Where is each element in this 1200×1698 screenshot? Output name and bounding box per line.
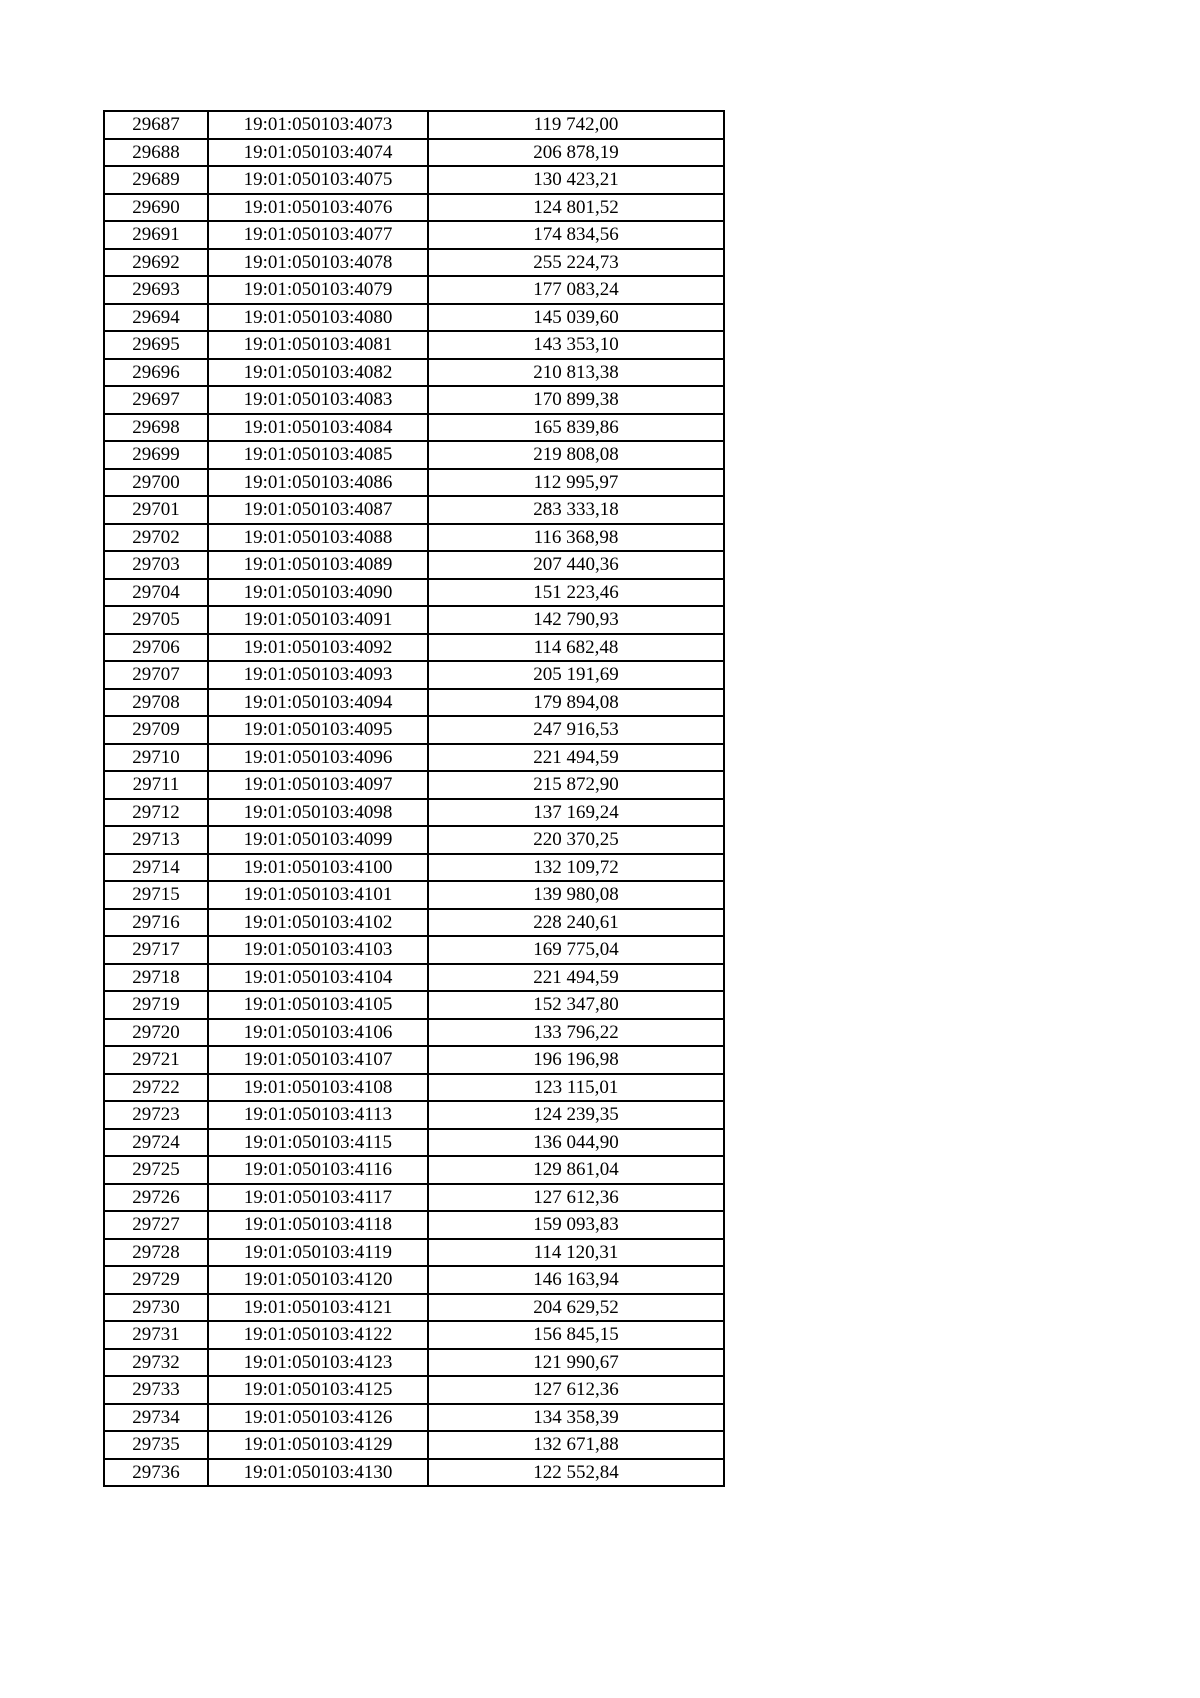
cadastral-number-cell: 19:01:050103:4108 bbox=[208, 1074, 428, 1102]
cadastral-number-cell: 19:01:050103:4115 bbox=[208, 1129, 428, 1157]
row-number-cell: 29727 bbox=[104, 1211, 208, 1239]
row-number-cell: 29725 bbox=[104, 1156, 208, 1184]
table-row bbox=[104, 331, 724, 359]
cadastral-number-cell: 19:01:050103:4094 bbox=[208, 689, 428, 717]
cadastral-number-cell: 19:01:050103:4080 bbox=[208, 304, 428, 332]
cadastral-value-cell: 127 612,36 bbox=[428, 1184, 724, 1212]
cadastral-number-cell: 19:01:050103:4113 bbox=[208, 1101, 428, 1129]
table-row bbox=[104, 1376, 724, 1404]
row-number-cell: 29701 bbox=[104, 496, 208, 524]
cadastral-value-cell: 116 368,98 bbox=[428, 524, 724, 552]
cadastral-value-cell: 204 629,52 bbox=[428, 1294, 724, 1322]
row-number-cell: 29732 bbox=[104, 1349, 208, 1377]
cadastral-number-cell: 19:01:050103:4099 bbox=[208, 826, 428, 854]
cadastral-value-cell: 196 196,98 bbox=[428, 1046, 724, 1074]
row-number-cell: 29710 bbox=[104, 744, 208, 772]
table-row bbox=[104, 826, 724, 854]
cadastral-number-cell: 19:01:050103:4105 bbox=[208, 991, 428, 1019]
cadastral-value-cell: 170 899,38 bbox=[428, 386, 724, 414]
row-number-cell: 29719 bbox=[104, 991, 208, 1019]
table-row bbox=[104, 799, 724, 827]
table-row bbox=[104, 359, 724, 387]
row-number-cell: 29703 bbox=[104, 551, 208, 579]
row-number-cell: 29704 bbox=[104, 579, 208, 607]
cadastral-number-cell: 19:01:050103:4088 bbox=[208, 524, 428, 552]
cadastral-value-cell: 221 494,59 bbox=[428, 964, 724, 992]
cadastral-value-cell: 174 834,56 bbox=[428, 221, 724, 249]
cadastral-number-cell: 19:01:050103:4122 bbox=[208, 1321, 428, 1349]
row-number-cell: 29713 bbox=[104, 826, 208, 854]
table-row bbox=[104, 964, 724, 992]
cadastral-value-cell: 114 682,48 bbox=[428, 634, 724, 662]
cadastral-number-cell: 19:01:050103:4100 bbox=[208, 854, 428, 882]
table-row bbox=[104, 854, 724, 882]
cadastral-value-cell: 221 494,59 bbox=[428, 744, 724, 772]
row-number-cell: 29706 bbox=[104, 634, 208, 662]
row-number-cell: 29689 bbox=[104, 166, 208, 194]
cadastral-number-cell: 19:01:050103:4074 bbox=[208, 139, 428, 167]
cadastral-number-cell: 19:01:050103:4096 bbox=[208, 744, 428, 772]
row-number-cell: 29694 bbox=[104, 304, 208, 332]
cadastral-value-cell: 114 120,31 bbox=[428, 1239, 724, 1267]
table-row bbox=[104, 1266, 724, 1294]
cadastral-value-cell: 123 115,01 bbox=[428, 1074, 724, 1102]
cadastral-value-cell: 179 894,08 bbox=[428, 689, 724, 717]
row-number-cell: 29691 bbox=[104, 221, 208, 249]
row-number-cell: 29735 bbox=[104, 1431, 208, 1459]
cadastral-value-cell: 133 796,22 bbox=[428, 1019, 724, 1047]
cadastral-value-cell: 152 347,80 bbox=[428, 991, 724, 1019]
cadastral-number-cell: 19:01:050103:4106 bbox=[208, 1019, 428, 1047]
cadastral-number-cell: 19:01:050103:4078 bbox=[208, 249, 428, 277]
cadastral-number-cell: 19:01:050103:4083 bbox=[208, 386, 428, 414]
table-body bbox=[104, 111, 724, 1486]
cadastral-number-cell: 19:01:050103:4107 bbox=[208, 1046, 428, 1074]
cadastral-number-cell: 19:01:050103:4129 bbox=[208, 1431, 428, 1459]
cadastral-number-cell: 19:01:050103:4073 bbox=[208, 111, 428, 139]
cadastral-number-cell: 19:01:050103:4126 bbox=[208, 1404, 428, 1432]
table-row bbox=[104, 304, 724, 332]
cadastral-value-cell: 219 808,08 bbox=[428, 441, 724, 469]
cadastral-value-cell: 228 240,61 bbox=[428, 909, 724, 937]
cadastral-number-cell: 19:01:050103:4077 bbox=[208, 221, 428, 249]
row-number-cell: 29718 bbox=[104, 964, 208, 992]
row-number-cell: 29715 bbox=[104, 881, 208, 909]
row-number-cell: 29690 bbox=[104, 194, 208, 222]
cadastral-value-cell: 139 980,08 bbox=[428, 881, 724, 909]
cadastral-value-cell: 169 775,04 bbox=[428, 936, 724, 964]
table-row bbox=[104, 1294, 724, 1322]
cadastral-value-cell: 134 358,39 bbox=[428, 1404, 724, 1432]
table-row bbox=[104, 716, 724, 744]
cadastral-number-cell: 19:01:050103:4102 bbox=[208, 909, 428, 937]
table-row bbox=[104, 661, 724, 689]
table-row bbox=[104, 249, 724, 277]
table-row bbox=[104, 496, 724, 524]
cadastral-number-cell: 19:01:050103:4103 bbox=[208, 936, 428, 964]
row-number-cell: 29702 bbox=[104, 524, 208, 552]
table-row bbox=[104, 1459, 724, 1487]
table-row bbox=[104, 771, 724, 799]
table-row bbox=[104, 991, 724, 1019]
table-row bbox=[104, 441, 724, 469]
cadastral-number-cell: 19:01:050103:4092 bbox=[208, 634, 428, 662]
row-number-cell: 29708 bbox=[104, 689, 208, 717]
cadastral-value-cell: 177 083,24 bbox=[428, 276, 724, 304]
cadastral-number-cell: 19:01:050103:4101 bbox=[208, 881, 428, 909]
cadastral-number-cell: 19:01:050103:4079 bbox=[208, 276, 428, 304]
table-row bbox=[104, 1046, 724, 1074]
row-number-cell: 29726 bbox=[104, 1184, 208, 1212]
row-number-cell: 29728 bbox=[104, 1239, 208, 1267]
row-number-cell: 29695 bbox=[104, 331, 208, 359]
cadastral-value-cell: 145 039,60 bbox=[428, 304, 724, 332]
cadastral-value-cell: 159 093,83 bbox=[428, 1211, 724, 1239]
cadastral-number-cell: 19:01:050103:4121 bbox=[208, 1294, 428, 1322]
cadastral-value-cell: 119 742,00 bbox=[428, 111, 724, 139]
row-number-cell: 29722 bbox=[104, 1074, 208, 1102]
row-number-cell: 29692 bbox=[104, 249, 208, 277]
cadastral-value-cell: 165 839,86 bbox=[428, 414, 724, 442]
table-row bbox=[104, 689, 724, 717]
cadastral-number-cell: 19:01:050103:4082 bbox=[208, 359, 428, 387]
cadastral-number-cell: 19:01:050103:4084 bbox=[208, 414, 428, 442]
table-row bbox=[104, 1239, 724, 1267]
cadastral-value-cell: 132 109,72 bbox=[428, 854, 724, 882]
cadastral-number-cell: 19:01:050103:4076 bbox=[208, 194, 428, 222]
row-number-cell: 29733 bbox=[104, 1376, 208, 1404]
table-row bbox=[104, 1074, 724, 1102]
cadastral-value-cell: 143 353,10 bbox=[428, 331, 724, 359]
cadastral-value-cell: 122 552,84 bbox=[428, 1459, 724, 1487]
table-row bbox=[104, 1184, 724, 1212]
cadastral-value-cell: 210 813,38 bbox=[428, 359, 724, 387]
row-number-cell: 29736 bbox=[104, 1459, 208, 1487]
cadastral-value-cell: 156 845,15 bbox=[428, 1321, 724, 1349]
row-number-cell: 29724 bbox=[104, 1129, 208, 1157]
row-number-cell: 29711 bbox=[104, 771, 208, 799]
cadastral-value-table bbox=[103, 110, 725, 1487]
cadastral-number-cell: 19:01:050103:4130 bbox=[208, 1459, 428, 1487]
cadastral-value-cell: 137 169,24 bbox=[428, 799, 724, 827]
cadastral-number-cell: 19:01:050103:4090 bbox=[208, 579, 428, 607]
table-row bbox=[104, 1349, 724, 1377]
cadastral-number-cell: 19:01:050103:4091 bbox=[208, 606, 428, 634]
table-row bbox=[104, 1101, 724, 1129]
row-number-cell: 29688 bbox=[104, 139, 208, 167]
cadastral-number-cell: 19:01:050103:4093 bbox=[208, 661, 428, 689]
table-row bbox=[104, 881, 724, 909]
table-row bbox=[104, 111, 724, 139]
cadastral-value-cell: 132 671,88 bbox=[428, 1431, 724, 1459]
row-number-cell: 29723 bbox=[104, 1101, 208, 1129]
cadastral-value-cell: 207 440,36 bbox=[428, 551, 724, 579]
row-number-cell: 29714 bbox=[104, 854, 208, 882]
cadastral-value-cell: 146 163,94 bbox=[428, 1266, 724, 1294]
table-row bbox=[104, 139, 724, 167]
table-row bbox=[104, 1129, 724, 1157]
table-row bbox=[104, 551, 724, 579]
cadastral-value-cell: 112 995,97 bbox=[428, 469, 724, 497]
row-number-cell: 29729 bbox=[104, 1266, 208, 1294]
table-row bbox=[104, 1156, 724, 1184]
table-row bbox=[104, 1321, 724, 1349]
cadastral-number-cell: 19:01:050103:4123 bbox=[208, 1349, 428, 1377]
cadastral-value-cell: 127 612,36 bbox=[428, 1376, 724, 1404]
cadastral-number-cell: 19:01:050103:4117 bbox=[208, 1184, 428, 1212]
row-number-cell: 29712 bbox=[104, 799, 208, 827]
cadastral-number-cell: 19:01:050103:4089 bbox=[208, 551, 428, 579]
cadastral-value-cell: 255 224,73 bbox=[428, 249, 724, 277]
table-row bbox=[104, 909, 724, 937]
table-row bbox=[104, 1431, 724, 1459]
cadastral-number-cell: 19:01:050103:4075 bbox=[208, 166, 428, 194]
cadastral-value-cell: 151 223,46 bbox=[428, 579, 724, 607]
cadastral-number-cell: 19:01:050103:4119 bbox=[208, 1239, 428, 1267]
table-row bbox=[104, 744, 724, 772]
row-number-cell: 29730 bbox=[104, 1294, 208, 1322]
cadastral-value-cell: 283 333,18 bbox=[428, 496, 724, 524]
cadastral-number-cell: 19:01:050103:4097 bbox=[208, 771, 428, 799]
cadastral-value-cell: 206 878,19 bbox=[428, 139, 724, 167]
cadastral-number-cell: 19:01:050103:4085 bbox=[208, 441, 428, 469]
cadastral-number-cell: 19:01:050103:4116 bbox=[208, 1156, 428, 1184]
cadastral-number-cell: 19:01:050103:4125 bbox=[208, 1376, 428, 1404]
cadastral-value-cell: 124 239,35 bbox=[428, 1101, 724, 1129]
row-number-cell: 29687 bbox=[104, 111, 208, 139]
row-number-cell: 29697 bbox=[104, 386, 208, 414]
cadastral-value-cell: 121 990,67 bbox=[428, 1349, 724, 1377]
table-row bbox=[104, 634, 724, 662]
cadastral-number-cell: 19:01:050103:4086 bbox=[208, 469, 428, 497]
row-number-cell: 29698 bbox=[104, 414, 208, 442]
cadastral-value-cell: 124 801,52 bbox=[428, 194, 724, 222]
table-row bbox=[104, 194, 724, 222]
row-number-cell: 29693 bbox=[104, 276, 208, 304]
cadastral-value-cell: 136 044,90 bbox=[428, 1129, 724, 1157]
cadastral-number-cell: 19:01:050103:4104 bbox=[208, 964, 428, 992]
table-row bbox=[104, 276, 724, 304]
table-row bbox=[104, 1211, 724, 1239]
cadastral-number-cell: 19:01:050103:4081 bbox=[208, 331, 428, 359]
cadastral-number-cell: 19:01:050103:4087 bbox=[208, 496, 428, 524]
cadastral-value-cell: 215 872,90 bbox=[428, 771, 724, 799]
row-number-cell: 29716 bbox=[104, 909, 208, 937]
cadastral-number-cell: 19:01:050103:4118 bbox=[208, 1211, 428, 1239]
cadastral-number-cell: 19:01:050103:4120 bbox=[208, 1266, 428, 1294]
row-number-cell: 29731 bbox=[104, 1321, 208, 1349]
cadastral-value-cell: 142 790,93 bbox=[428, 606, 724, 634]
table-row bbox=[104, 936, 724, 964]
table-row bbox=[104, 1404, 724, 1432]
table-row bbox=[104, 579, 724, 607]
table-row bbox=[104, 386, 724, 414]
cadastral-value-cell: 220 370,25 bbox=[428, 826, 724, 854]
row-number-cell: 29720 bbox=[104, 1019, 208, 1047]
row-number-cell: 29734 bbox=[104, 1404, 208, 1432]
row-number-cell: 29700 bbox=[104, 469, 208, 497]
row-number-cell: 29721 bbox=[104, 1046, 208, 1074]
row-number-cell: 29705 bbox=[104, 606, 208, 634]
row-number-cell: 29699 bbox=[104, 441, 208, 469]
row-number-cell: 29717 bbox=[104, 936, 208, 964]
table-row bbox=[104, 221, 724, 249]
row-number-cell: 29707 bbox=[104, 661, 208, 689]
cadastral-value-cell: 129 861,04 bbox=[428, 1156, 724, 1184]
cadastral-value-cell: 205 191,69 bbox=[428, 661, 724, 689]
cadastral-value-cell: 247 916,53 bbox=[428, 716, 724, 744]
cadastral-number-cell: 19:01:050103:4095 bbox=[208, 716, 428, 744]
cadastral-number-cell: 19:01:050103:4098 bbox=[208, 799, 428, 827]
table-row bbox=[104, 414, 724, 442]
table-row bbox=[104, 1019, 724, 1047]
row-number-cell: 29696 bbox=[104, 359, 208, 387]
table-row bbox=[104, 606, 724, 634]
cadastral-value-cell: 130 423,21 bbox=[428, 166, 724, 194]
table-row bbox=[104, 166, 724, 194]
row-number-cell: 29709 bbox=[104, 716, 208, 744]
table-row bbox=[104, 469, 724, 497]
table-row bbox=[104, 524, 724, 552]
